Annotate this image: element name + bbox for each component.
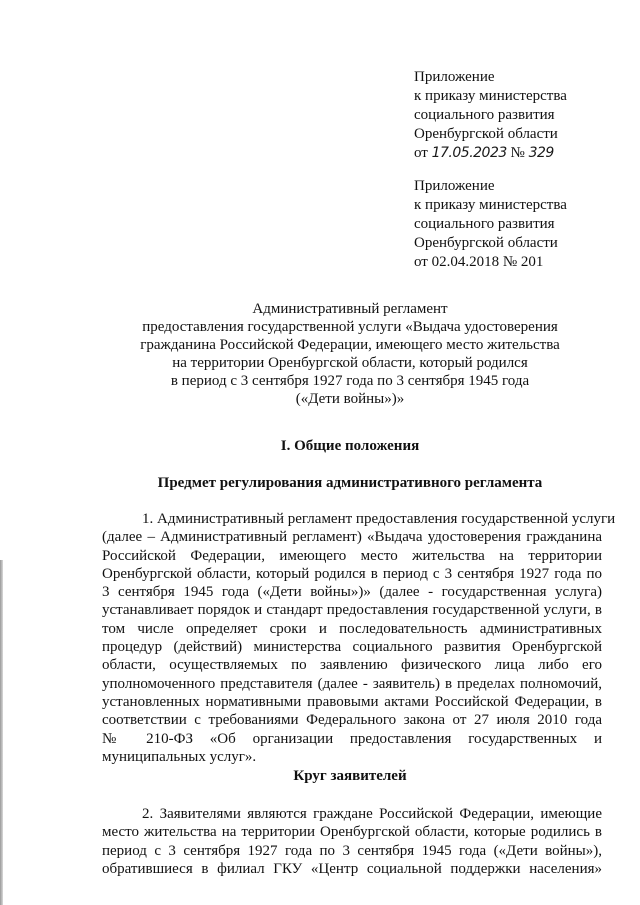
appendix-original-line: Оренбургской области bbox=[414, 235, 558, 251]
paragraph-line: 2. Заявителями являются граждане Российской Федерации, имеющие bbox=[142, 806, 602, 822]
handwritten-number: 329 bbox=[528, 145, 554, 161]
paragraph-line: процедур (действий) министерства социального развития Оренбургской bbox=[102, 639, 602, 656]
appendix-original-line: социального развития bbox=[414, 216, 555, 232]
title-line: предоставления государственной услуги «Выдача удостоверения bbox=[142, 319, 558, 335]
paragraph-line: том числе определяет сроки и последовательность административных bbox=[102, 620, 602, 637]
appendix-original-line: к приказу министерства bbox=[414, 197, 567, 213]
paragraph-line: 1. Административный регламент предоставления государственной услуги bbox=[142, 511, 616, 527]
title-line: в период с 3 сентября 1927 года по 3 сентября 1945 года bbox=[170, 373, 530, 389]
paragraph-line: Оренбургской области, который родился в период с 3 сентября 1927 года по bbox=[102, 565, 602, 582]
paragraph-line: устанавливает порядок и стандарт предоставления государственной услуги, в bbox=[102, 602, 602, 619]
title-line: Административный регламент bbox=[252, 301, 448, 317]
paragraph-line: (далее – Административный регламент) «Выдача удостоверения гражданина bbox=[102, 529, 602, 546]
title-line: на территории Оренбургской области, который родился bbox=[172, 355, 528, 371]
paragraph-line: установленных нормативными правовыми актами Российской Федерации, в bbox=[102, 693, 602, 710]
appendix-current-line: Приложение bbox=[414, 69, 495, 85]
appendix-current-date-line bbox=[414, 144, 624, 163]
paragraph-line: обратившиеся в филиал ГКУ «Центр социальной поддержки населения» bbox=[102, 860, 602, 877]
document-title bbox=[100, 300, 600, 408]
paragraph-1 bbox=[102, 510, 616, 766]
paragraph-2 bbox=[102, 805, 602, 878]
number-sign: № bbox=[510, 145, 525, 161]
handwritten-date: 17.05.2023 bbox=[431, 145, 507, 161]
section-heading-general: I. Общие положения bbox=[280, 438, 420, 454]
paragraph-line: соответствии с требованиями Федерального закона от 27 июля 2010 года bbox=[102, 712, 602, 729]
title-line: («Дети войны»)» bbox=[295, 391, 405, 407]
paragraph-line: уполномоченного представителя (далее - заявитель) в пределах полномочий, bbox=[102, 675, 602, 692]
appendix-current bbox=[414, 68, 624, 163]
paragraph-line: 3 сентября 1945 года («Дети войны»)» (далее - государственная услуга) bbox=[102, 584, 602, 601]
appendix-original bbox=[414, 177, 624, 272]
paragraph-line: период с 3 сентября 1927 года по 3 сентября 1945 года («Дети войны»), bbox=[102, 842, 602, 859]
appendix-current-line: к приказу министерства bbox=[414, 88, 567, 104]
section-heading-subject: Предмет регулирования административного регламента bbox=[157, 475, 543, 491]
title-line: гражданина Российской Федерации, имеющего место жительства bbox=[140, 337, 560, 353]
appendix-original-line: от 02.04.2018 № 201 bbox=[414, 254, 544, 270]
appendix-original-line: Приложение bbox=[414, 178, 495, 194]
appendix-current-line: социального развития bbox=[414, 107, 555, 123]
paragraph-line: место жительства на территории Оренбургской области, которые родились в bbox=[102, 824, 602, 841]
paragraph-line: № 210-ФЗ «Об организации предоставления государственных и bbox=[102, 730, 602, 747]
paragraph-line: Российской Федерации, имеющего место жительства на территории bbox=[102, 547, 602, 564]
paragraph-line: муниципальных услуг». bbox=[102, 748, 257, 765]
section-heading-applicants: Круг заявителей bbox=[293, 768, 407, 784]
paragraph-line: области, осуществляемых по заявлению физического лица либо его bbox=[102, 657, 602, 674]
scan-edge-artifact bbox=[0, 560, 3, 905]
date-prefix: от bbox=[414, 145, 428, 161]
appendix-current-line: Оренбургской области bbox=[414, 126, 558, 142]
